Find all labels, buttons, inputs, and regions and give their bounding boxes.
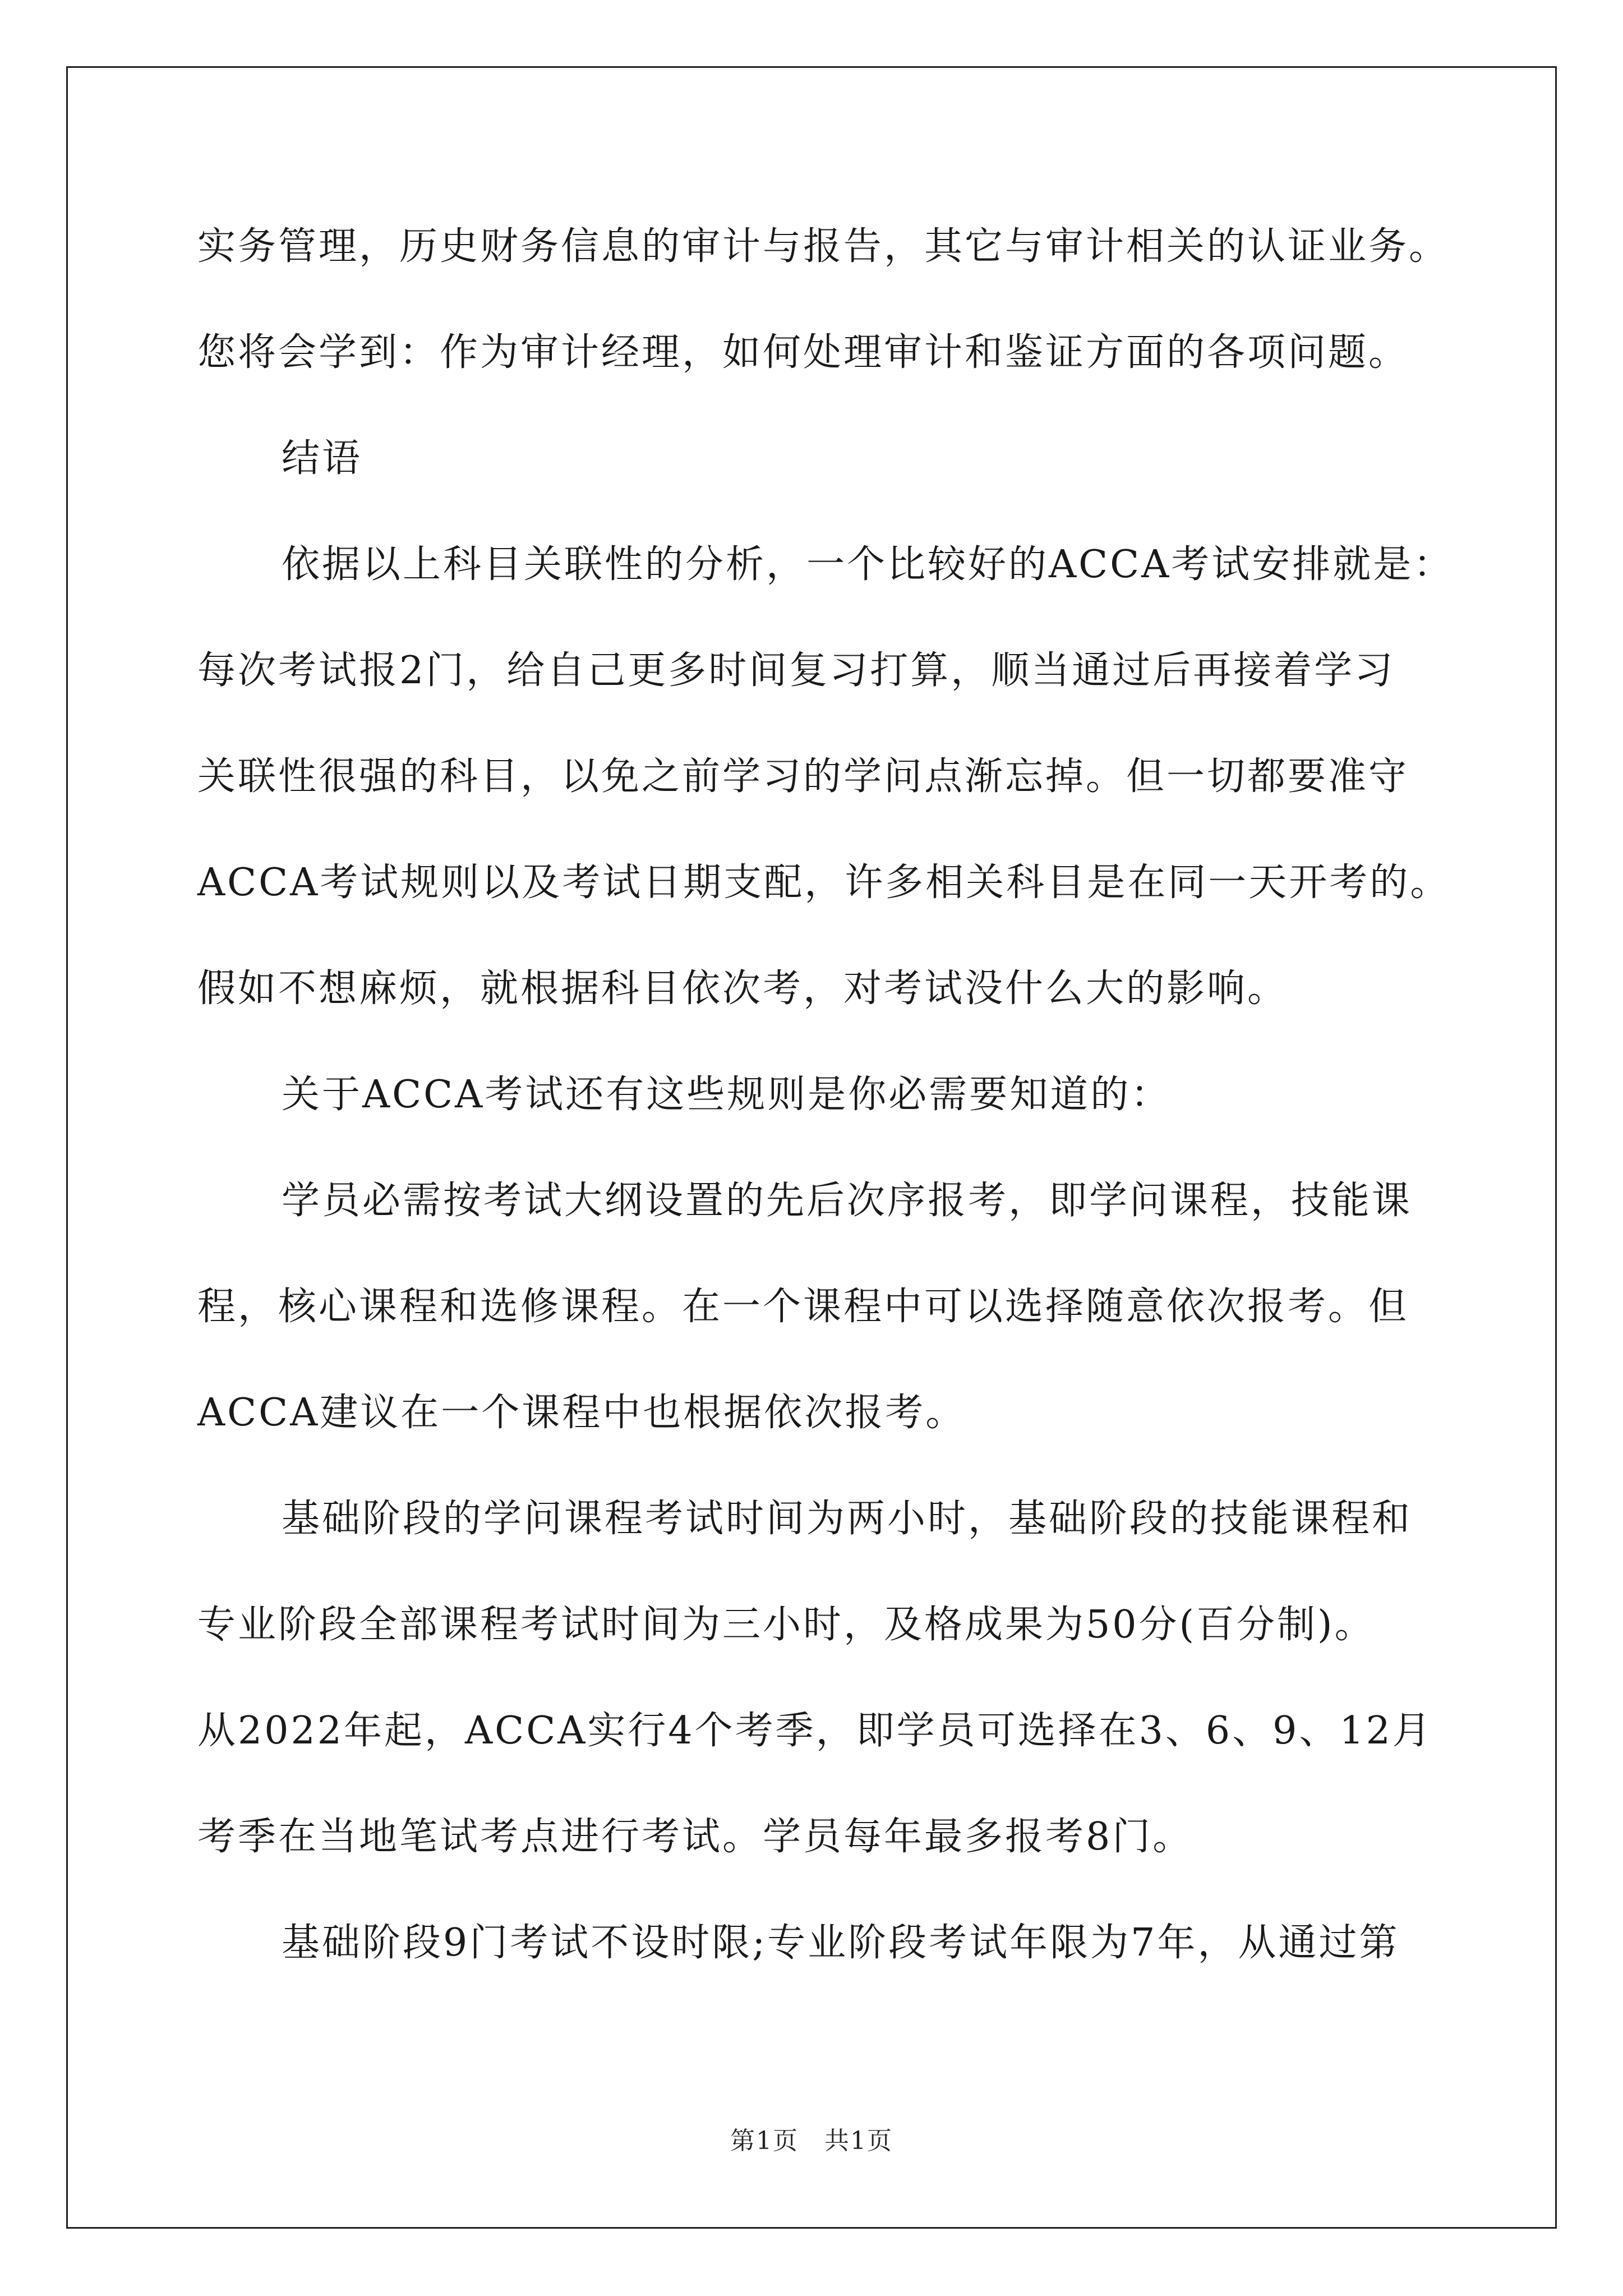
- text-line: 从2022年起，ACCA实行4个考季，即学员可选择在3、6、9、12月: [197, 1709, 1433, 1753]
- text-line: 学员必需按考试大纲设置的先后次序报考，即学问课程，技能课: [282, 1179, 1413, 1223]
- text-line: 实务管理，历史财务信息的审计与报告，其它与审计相关的认证业务。: [197, 224, 1450, 269]
- text-line: 专业阶段全部课程考试时间为三小时，及格成果为50分(百分制)。: [197, 1603, 1375, 1647]
- text-line: 基础阶段的学问课程考试时间为两小时，基础阶段的技能课程和: [282, 1497, 1413, 1541]
- text-line: 关于ACCA考试还有这些规则是你必需要知道的：: [282, 1073, 1172, 1117]
- text-line: ACCA建议在一个课程中也根据依次报考。: [197, 1391, 966, 1435]
- text-line: 每次考试报2门，给自己更多时间复习打算，顺当通过后再接着学习: [197, 648, 1395, 693]
- text-line: 程，核心课程和选修课程。在一个课程中可以选择随意依次报考。但: [197, 1285, 1409, 1329]
- text-line: ACCA考试规则以及考试日期支配，许多相关科目是在同一天开考的。: [197, 861, 1451, 905]
- section-heading: 结语: [282, 436, 363, 481]
- text-line: 假如不想麻烦，就根据科目依次考，对考试没什么大的影响。: [197, 967, 1288, 1011]
- text-line: 关联性很强的科目，以免之前学习的学问点渐忘掉。但一切都要准守: [197, 754, 1409, 799]
- text-line: 基础阶段9门考试不设时限;专业阶段考试年限为7年，从通过第: [282, 1921, 1400, 1965]
- page-number: 第1页 共1页: [730, 2127, 893, 2155]
- document-body: [197, 194, 1454, 1996]
- text-line: 您将会学到：作为审计经理，如何处理审计和鉴证方面的各项问题。: [197, 330, 1409, 375]
- text-line: 依据以上科目关联性的分析，一个比较好的ACCA考试安排就是：: [282, 542, 1454, 587]
- text-line: 考季在当地笔试考点进行考试。学员每年最多报考8门。: [197, 1815, 1193, 1859]
